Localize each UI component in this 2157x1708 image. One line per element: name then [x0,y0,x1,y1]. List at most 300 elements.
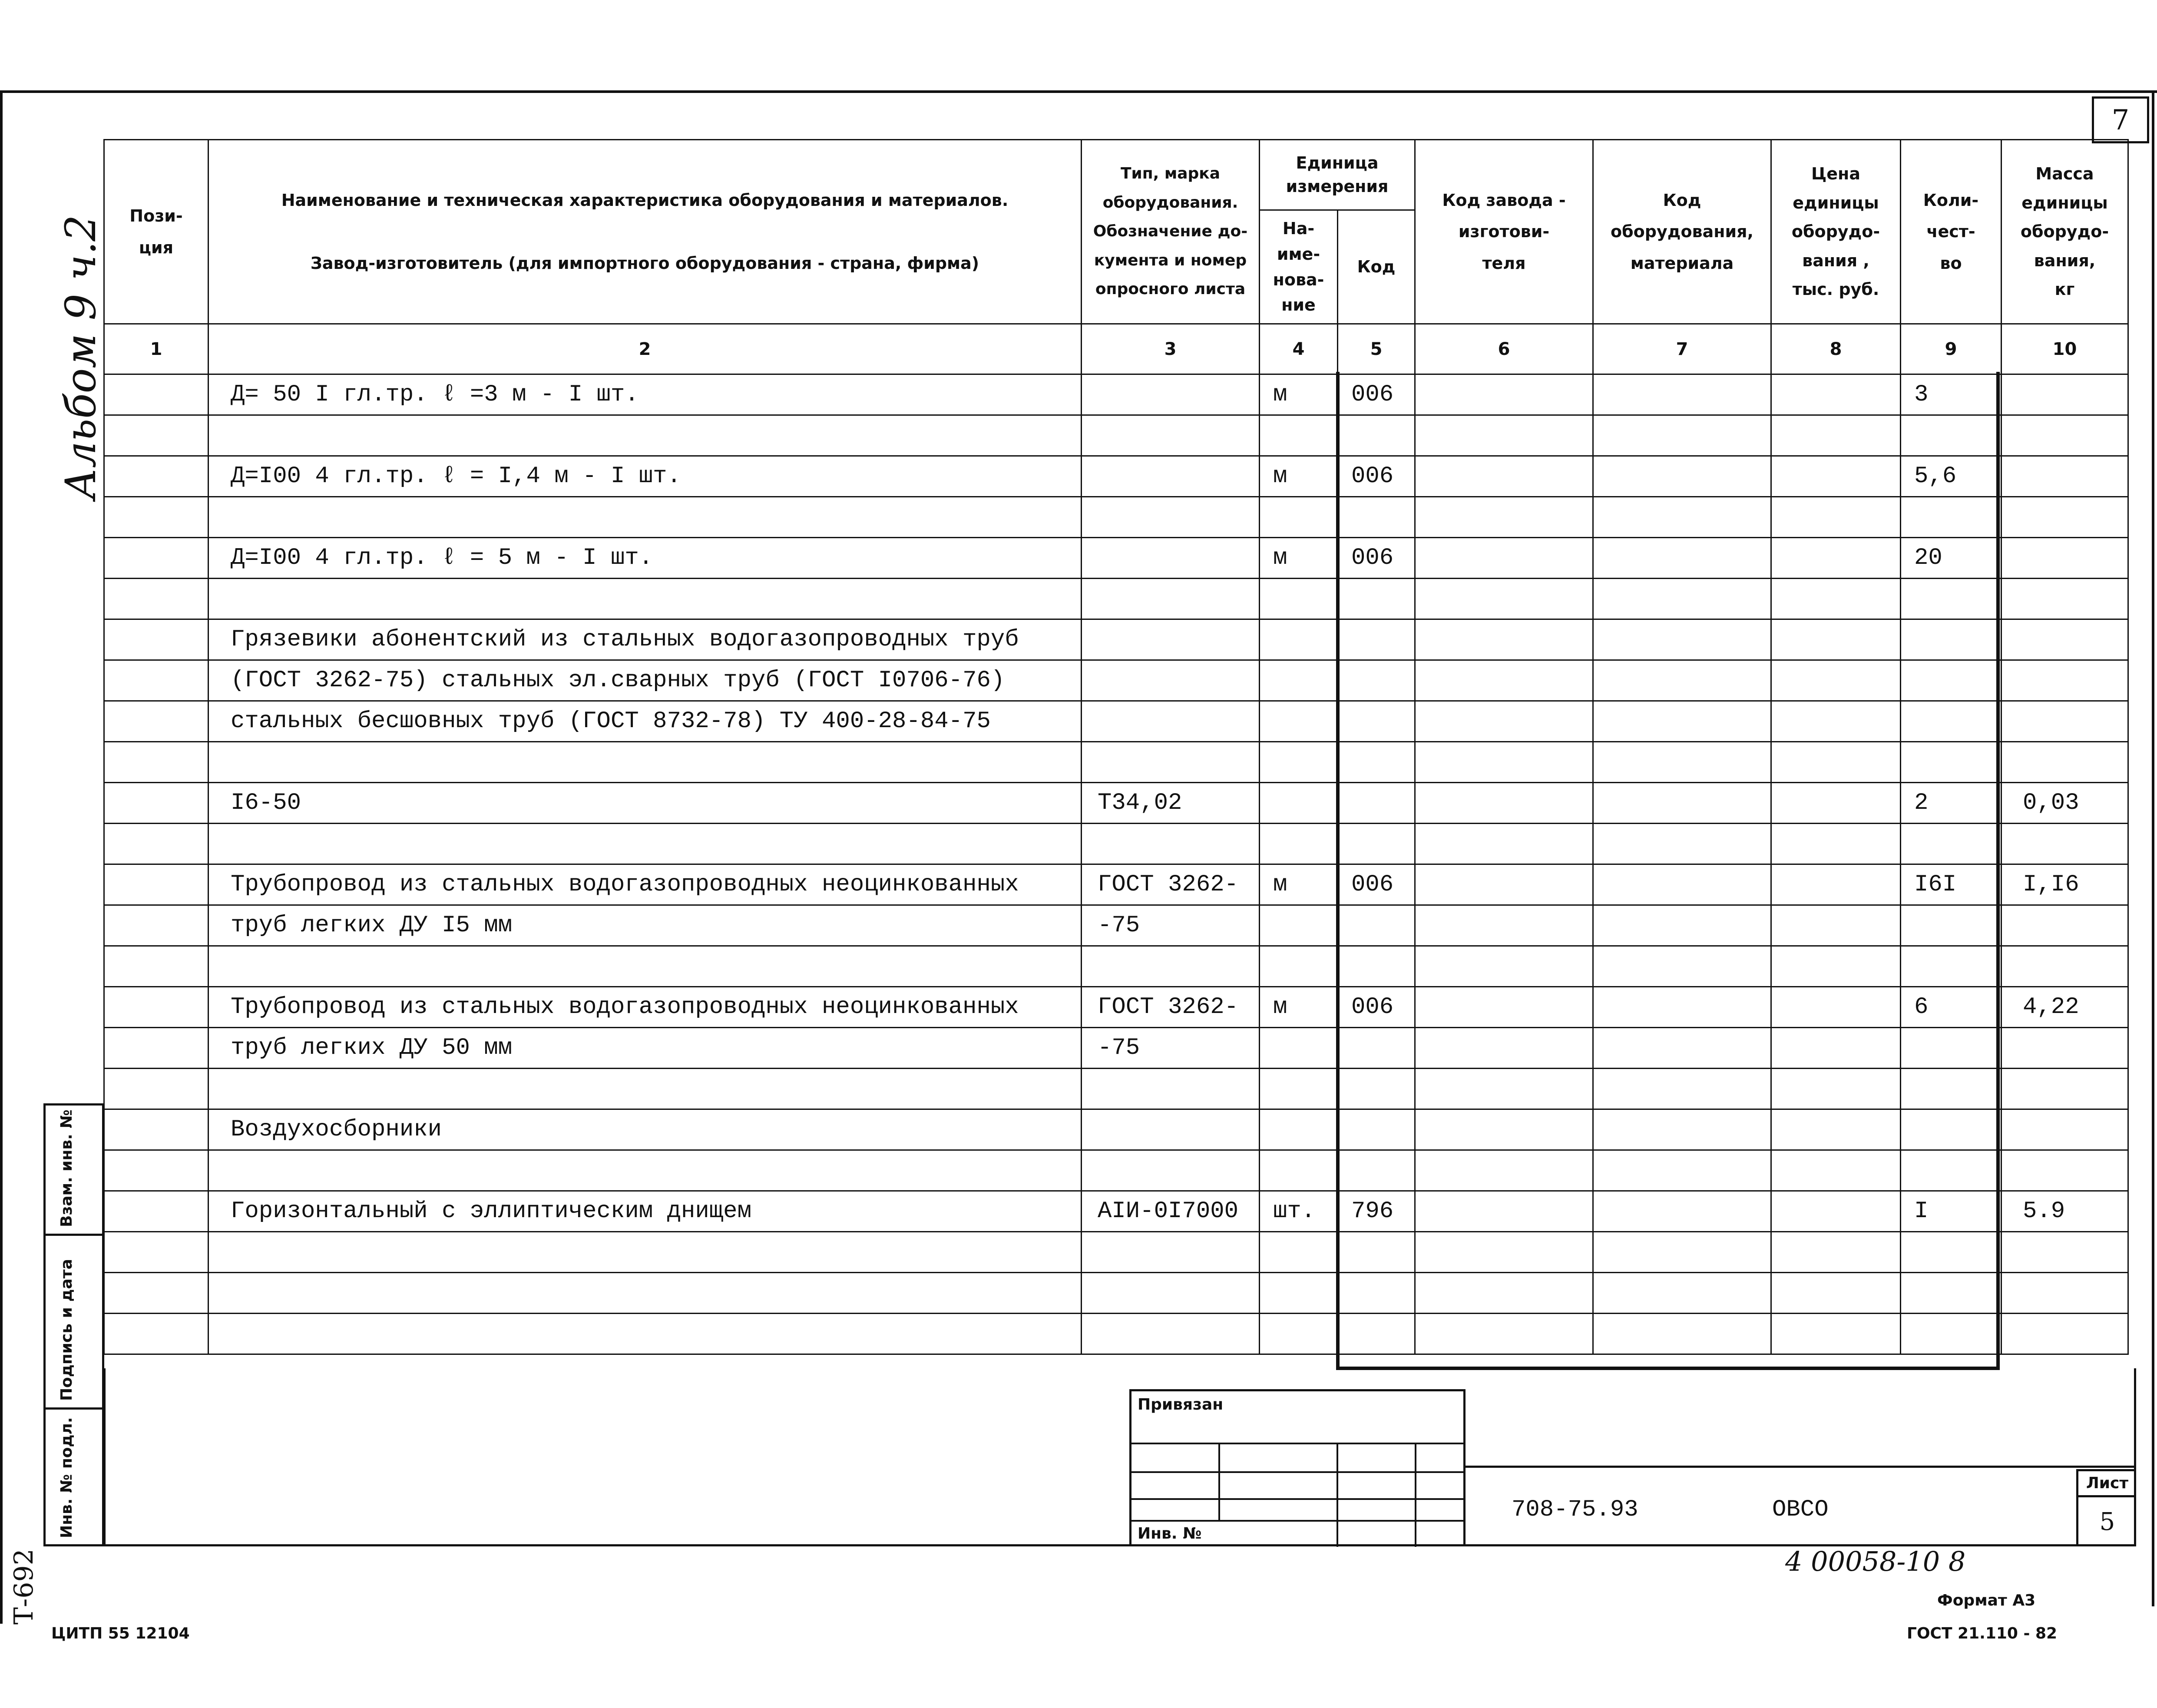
quantity-cell [1901,1150,2002,1191]
column-number: 9 [1901,324,2002,374]
equipment-code-cell [1593,1028,1771,1069]
quantity-cell: 20 [1901,538,2002,579]
unit-cell [1260,946,1338,987]
stamp-line [1131,1498,1463,1500]
table-row [104,905,2128,946]
table-row [104,946,2128,987]
price-cell [1771,824,1901,864]
position-cell [104,987,208,1028]
unit-code-cell [1338,1109,1415,1150]
price-cell [1771,1069,1901,1109]
column-number: 8 [1771,324,1901,374]
equipment-code-cell [1593,1109,1771,1150]
quantity-cell: I [1901,1191,2002,1232]
unit-code-cell [1338,660,1415,701]
unit-cell: м [1260,374,1338,415]
unit-code-cell [1338,1028,1415,1069]
unit-code-cell [1338,415,1415,456]
quantity-cell [1901,905,2002,946]
position-cell [104,1109,208,1150]
unit-cell [1260,742,1338,783]
unit-code-cell [1338,824,1415,864]
unit-cell [1260,1150,1338,1191]
mass-cell: 5.9 [2002,1191,2128,1232]
table-row [104,987,2128,1028]
table-body [104,374,2128,1354]
equipment-code-cell [1593,1273,1771,1314]
unit-code-cell [1338,619,1415,660]
format-label: Формат А3 [1937,1592,2036,1609]
mass-cell: 0,03 [2002,783,2128,824]
unit-code-cell [1338,497,1415,538]
unit-cell [1260,497,1338,538]
name-cell [208,1150,1082,1191]
column-number: 6 [1415,324,1593,374]
plant-code-cell [1415,1191,1593,1232]
mass-cell [2002,374,2128,415]
type-cell [1082,701,1260,742]
table-row [104,538,2128,579]
cip-label: ЦИТП 55 12104 [51,1625,190,1642]
position-cell [104,538,208,579]
mass-cell [2002,905,2128,946]
quantity-cell [1901,1109,2002,1150]
type-cell: ГОСТ 3262- [1082,864,1260,905]
unit-code-cell [1338,1069,1415,1109]
unit-cell: шт. [1260,1191,1338,1232]
quantity-cell: 2 [1901,783,2002,824]
price-cell [1771,374,1901,415]
position-cell [104,701,208,742]
price-cell [1771,579,1901,619]
position-cell [104,1150,208,1191]
position-cell [104,742,208,783]
table-row [104,374,2128,415]
stamp-line [1337,1443,1338,1547]
inv-label: Инв. № [1138,1525,1202,1542]
equipment-code-cell [1593,742,1771,783]
mass-cell [2002,742,2128,783]
name-cell [208,742,1082,783]
table-row [104,742,2128,783]
quantity-cell [1901,946,2002,987]
name-cell: I6-50 [208,783,1082,824]
type-cell [1082,374,1260,415]
position-cell [104,1069,208,1109]
header-type: Тип, марка оборудования. Обозначение до- кумента и номер опросного листа [1082,140,1260,324]
unit-cell [1260,701,1338,742]
plant-code-cell [1415,742,1593,783]
position-cell [104,456,208,497]
position-cell [104,1232,208,1273]
gost-label: ГОСТ 21.110 - 82 [1907,1625,2058,1642]
table-row [104,1314,2128,1354]
table-row [104,1273,2128,1314]
name-cell: Грязевики абонентский из стальных водогазопроводных труб [208,619,1082,660]
equipment-code-cell [1593,1150,1771,1191]
bold-line-right [1996,372,2000,1370]
sidebar-cell [46,1410,102,1544]
column-number: 5 [1338,324,1415,374]
type-cell [1082,619,1260,660]
unit-cell [1260,619,1338,660]
quantity-cell: I6I [1901,864,2002,905]
header-name: Наименование и техническая характеристика оборудования и материалов. Завод-изготовитель (для импортного оборудования - страна, фирма) [208,140,1082,324]
equipment-code-cell [1593,946,1771,987]
column-number: 4 [1260,324,1338,374]
mass-cell [2002,660,2128,701]
table-row [104,1191,2128,1232]
table-row [104,701,2128,742]
table-row [104,1232,2128,1273]
price-cell [1771,864,1901,905]
mass-cell [2002,701,2128,742]
mass-cell: 4,22 [2002,987,2128,1028]
unit-code-cell [1338,946,1415,987]
stamp-line [1218,1443,1220,1520]
name-cell: Д= 50 I гл.тр. ℓ =3 м - I шт. [208,374,1082,415]
type-cell [1082,742,1260,783]
name-cell: Д=I00 4 гл.тр. ℓ = I,4 м - I шт. [208,456,1082,497]
name-cell [208,1069,1082,1109]
plant-code-cell [1415,1069,1593,1109]
plant-code-cell [1415,946,1593,987]
plant-code-cell [1415,824,1593,864]
unit-code-cell [1338,1232,1415,1273]
quantity-cell [1901,742,2002,783]
table-row [104,1109,2128,1150]
table-row [104,1150,2128,1191]
equipment-code-cell [1593,824,1771,864]
equipment-code-cell [1593,1232,1771,1273]
stamp-line [1131,1443,1463,1444]
unit-code-cell [1338,701,1415,742]
mass-cell [2002,1069,2128,1109]
price-cell [1771,701,1901,742]
sidebar-cell [46,1106,102,1236]
quantity-cell: 5,6 [1901,456,2002,497]
name-cell [208,1232,1082,1273]
unit-cell [1260,1232,1338,1273]
document-code: 708-75.93 [1512,1496,1638,1523]
plant-code-cell [1415,1314,1593,1354]
list-label: Лист [2078,1471,2136,1497]
bottom-frame [103,1368,2136,1546]
position-cell [104,660,208,701]
list-value: 5 [2099,1508,2115,1536]
equipment-code-cell [1593,660,1771,701]
frame-right-line [2152,90,2154,1606]
quantity-cell [1901,1232,2002,1273]
price-cell [1771,415,1901,456]
equipment-code-cell [1593,538,1771,579]
table-row [104,619,2128,660]
type-cell [1082,538,1260,579]
unit-code-cell: 006 [1338,987,1415,1028]
album-label: Альбом 9 ч.2 [56,215,105,500]
price-cell [1771,987,1901,1028]
equipment-code-cell [1593,905,1771,946]
type-cell [1082,1273,1260,1314]
position-cell [104,783,208,824]
quantity-cell [1901,619,2002,660]
unit-code-cell [1338,783,1415,824]
name-cell [208,824,1082,864]
table-row [104,497,2128,538]
type-cell [1082,497,1260,538]
quantity-cell [1901,497,2002,538]
position-cell [104,824,208,864]
position-cell [104,1273,208,1314]
plant-code-cell [1415,538,1593,579]
equipment-code-cell [1593,497,1771,538]
type-cell [1082,1069,1260,1109]
stamp-line [1131,1520,1463,1522]
price-cell [1771,1191,1901,1232]
quantity-cell [1901,1314,2002,1354]
position-cell [104,1314,208,1354]
plant-code-cell [1415,1273,1593,1314]
table-row [104,415,2128,456]
quantity-cell [1901,1273,2002,1314]
type-cell: АIИ-0I7000 [1082,1191,1260,1232]
plant-code-cell [1415,374,1593,415]
stamp-line [1131,1471,1463,1473]
mass-cell [2002,946,2128,987]
mass-cell [2002,1273,2128,1314]
plant-code-cell [1415,1028,1593,1069]
unit-cell [1260,1069,1338,1109]
price-cell [1771,538,1901,579]
type-cell [1082,415,1260,456]
plant-code-cell [1415,783,1593,824]
type-cell [1082,1150,1260,1191]
mass-cell [2002,538,2128,579]
name-cell: труб легких ДУ I5 мм [208,905,1082,946]
document-mark: ОВСО [1772,1496,1829,1523]
table-row [104,660,2128,701]
sheet-number: 7 [2092,96,2149,143]
header-equipment-code: Код оборудования, материала [1593,140,1771,324]
privyazan-label: Привязан [1138,1396,1224,1413]
column-number: 1 [104,324,208,374]
name-cell: труб легких ДУ 50 мм [208,1028,1082,1069]
equipment-code-cell [1593,783,1771,824]
mass-cell [2002,1232,2128,1273]
mass-cell [2002,497,2128,538]
mass-cell [2002,1028,2128,1069]
equipment-code-cell [1593,1191,1771,1232]
header-price: Цена единицы оборудо- вания , тыс. руб. [1771,140,1901,324]
price-cell [1771,783,1901,824]
unit-cell: м [1260,987,1338,1028]
quantity-cell [1901,1028,2002,1069]
mass-cell [2002,1314,2128,1354]
position-cell [104,619,208,660]
price-cell [1771,742,1901,783]
mass-cell [2002,619,2128,660]
table-row [104,1028,2128,1069]
price-cell [1771,1314,1901,1354]
position-cell [104,497,208,538]
position-cell [104,415,208,456]
unit-cell [1260,905,1338,946]
quantity-cell: 6 [1901,987,2002,1028]
quantity-cell [1901,660,2002,701]
type-cell [1082,1109,1260,1150]
name-cell: Д=I00 4 гл.тр. ℓ = 5 м - I шт. [208,538,1082,579]
plant-code-cell [1415,701,1593,742]
unit-cell: м [1260,456,1338,497]
table-row [104,456,2128,497]
plant-code-cell [1415,456,1593,497]
type-cell [1082,824,1260,864]
quantity-cell: 3 [1901,374,2002,415]
column-number: 2 [208,324,1082,374]
name-cell: Горизонтальный с эллиптическим днищем [208,1191,1082,1232]
privyazan-stamp [1129,1389,1466,1546]
quantity-cell [1901,415,2002,456]
mass-cell [2002,824,2128,864]
unit-code-cell [1338,742,1415,783]
plant-code-cell [1415,1232,1593,1273]
side-code: Т-692 [9,1549,39,1625]
equipment-code-cell [1593,619,1771,660]
plant-code-cell [1415,1109,1593,1150]
column-number: 7 [1593,324,1771,374]
price-cell [1771,619,1901,660]
price-cell [1771,946,1901,987]
header-unit-name: На- име- нова- ние [1260,210,1338,324]
table-row [104,864,2128,905]
title-block-line [1466,1466,2136,1468]
unit-cell: м [1260,538,1338,579]
unit-code-cell: 006 [1338,538,1415,579]
mass-cell [2002,579,2128,619]
header-unit-code: Код [1338,210,1415,324]
price-cell [1771,497,1901,538]
price-cell [1771,1232,1901,1273]
unit-cell [1260,824,1338,864]
equipment-code-cell [1593,374,1771,415]
unit-cell [1260,1314,1338,1354]
type-cell [1082,1232,1260,1273]
unit-code-cell [1338,579,1415,619]
header-quantity: Коли- чест- во [1901,140,2002,324]
unit-cell [1260,1273,1338,1314]
header-plant-code: Код завода - изготови- теля [1415,140,1593,324]
price-cell [1771,660,1901,701]
price-cell [1771,1028,1901,1069]
equipment-code-cell [1593,579,1771,619]
sidebar-stamp [43,1103,104,1546]
bold-line-left [1336,372,1340,1370]
column-number: 3 [1082,324,1260,374]
plant-code-cell [1415,619,1593,660]
plant-code-cell [1415,579,1593,619]
position-cell [104,1028,208,1069]
plant-code-cell [1415,987,1593,1028]
unit-cell [1260,1028,1338,1069]
unit-code-cell: 006 [1338,864,1415,905]
price-cell [1771,1150,1901,1191]
sidebar-inv-podl: Инв. № подл. [58,1417,76,1538]
mass-cell: I,I6 [2002,864,2128,905]
unit-code-cell [1338,1150,1415,1191]
sidebar-vzam: Взам. инв. № [58,1109,76,1227]
column-number: 10 [2002,324,2128,374]
name-cell: Трубопровод из стальных водогазопроводных неоцинкованных [208,987,1082,1028]
name-cell [208,1314,1082,1354]
name-cell: Трубопровод из стальных водогазопроводных неоцинкованных [208,864,1082,905]
table-row [104,579,2128,619]
name-cell [208,579,1082,619]
unit-cell [1260,579,1338,619]
plant-code-cell [1415,660,1593,701]
table-row [104,783,2128,824]
quantity-cell [1901,824,2002,864]
mass-cell [2002,456,2128,497]
handwritten-number: 4 00058-10 8 [1785,1546,1966,1577]
plant-code-cell [1415,415,1593,456]
unit-code-cell [1338,905,1415,946]
price-cell [1771,905,1901,946]
stamp-line [1415,1443,1416,1547]
unit-code-cell [1338,1273,1415,1314]
sidebar-podpis: Подпись и дата [58,1259,76,1401]
type-cell [1082,946,1260,987]
type-cell [1082,456,1260,497]
mass-cell [2002,1109,2128,1150]
plant-code-cell [1415,905,1593,946]
table-row [104,1069,2128,1109]
list-box [2076,1469,2136,1546]
type-cell: Т34,02 [1082,783,1260,824]
position-cell [104,579,208,619]
unit-cell: м [1260,864,1338,905]
name-cell: Воздухосборники [208,1109,1082,1150]
quantity-cell [1901,1069,2002,1109]
equipment-code-cell [1593,415,1771,456]
quantity-cell [1901,701,2002,742]
type-cell [1082,660,1260,701]
equipment-code-cell [1593,864,1771,905]
table-row [104,824,2128,864]
name-cell [208,497,1082,538]
position-cell [104,946,208,987]
type-cell: ГОСТ 3262- [1082,987,1260,1028]
price-cell [1771,1109,1901,1150]
type-cell: -75 [1082,905,1260,946]
unit-code-cell [1338,1314,1415,1354]
unit-cell [1260,415,1338,456]
unit-code-cell: 006 [1338,374,1415,415]
name-cell [208,946,1082,987]
header-position: Пози- ция [104,140,208,324]
unit-code-cell: 796 [1338,1191,1415,1232]
equipment-code-cell [1593,701,1771,742]
quantity-cell [1901,579,2002,619]
position-cell [104,905,208,946]
equipment-code-cell [1593,987,1771,1028]
name-cell: стальных бесшовных труб (ГОСТ 8732-78) ТУ 400-28-84-75 [208,701,1082,742]
type-cell: -75 [1082,1028,1260,1069]
price-cell [1771,1273,1901,1314]
price-cell [1771,456,1901,497]
name-cell: (ГОСТ 3262-75) стальных эл.сварных труб (ГОСТ I0706-76) [208,660,1082,701]
plant-code-cell [1415,497,1593,538]
type-cell [1082,1314,1260,1354]
